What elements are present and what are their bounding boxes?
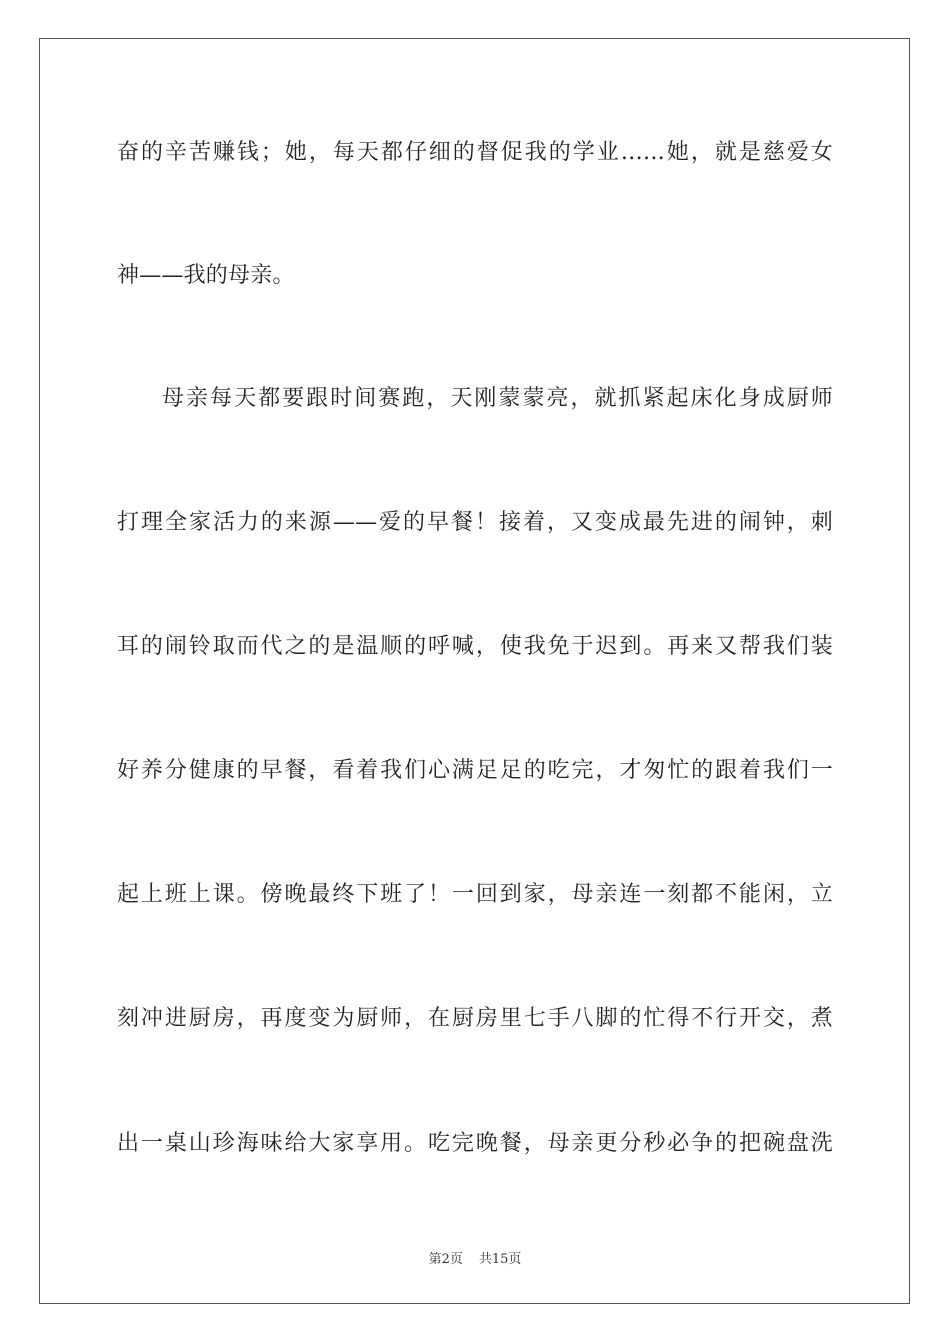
text-line-2: 神——我的母亲。 [117, 263, 295, 288]
text-line-4: 打理全家活力的来源——爱的早餐！接着，又变成最先进的闹钟，刺 [117, 510, 833, 535]
text-line-7: 起上班上课。傍晚最终下班了！一回到家，母亲连一刻都不能闲，立 [117, 882, 833, 907]
page-total: 共15页 [478, 1252, 522, 1267]
page-border [39, 38, 910, 1304]
text-line-6: 好养分健康的早餐，看着我们心满足足的吃完，才匆忙的跟着我们一 [117, 758, 833, 783]
page-number: 第2页 [428, 1252, 463, 1267]
text-line-8: 刻冲进厨房，再度变为厨师，在厨房里七手八脚的忙得不行开交，煮 [117, 1006, 833, 1031]
page-footer [0, 1248, 950, 1267]
text-line-5: 耳的闹铃取而代之的是温顺的呼喊，使我免于迟到。再来又帮我们装 [117, 634, 833, 659]
text-line-9: 出一桌山珍海味给大家享用。吃完晚餐，母亲更分秒必争的把碗盘洗 [117, 1131, 833, 1156]
text-line-1: 奋的辛苦赚钱；她，每天都仔细的督促我的学业……她，就是慈爱女 [117, 140, 833, 165]
text-line-3: 母亲每天都要跟时间赛跑，天刚蒙蒙亮，就抓紧起床化身成厨师 [162, 386, 833, 411]
